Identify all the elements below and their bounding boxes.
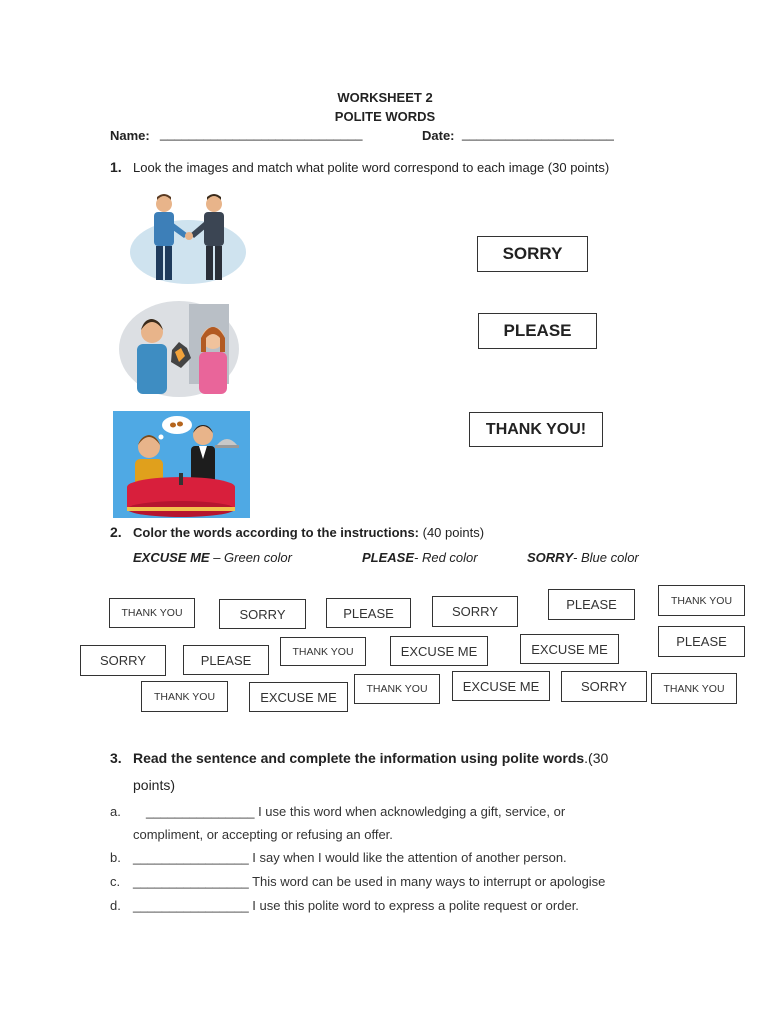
- q2-number: 2.: [110, 524, 122, 540]
- word-box[interactable]: PLEASE: [183, 645, 269, 675]
- q3-number: 3.: [110, 750, 122, 766]
- answer-blank[interactable]: ________________: [133, 898, 249, 913]
- word-box[interactable]: SORRY: [432, 596, 518, 627]
- q3-item-b: ________________ I say when I would like the attention of another person.: [133, 850, 567, 865]
- date-label: Date:: [422, 128, 455, 143]
- instruction-please: PLEASE- Red color: [362, 550, 478, 565]
- word-box[interactable]: PLEASE: [658, 626, 745, 657]
- word-box[interactable]: THANK YOU: [651, 673, 737, 704]
- answer-blank[interactable]: ________________: [133, 850, 249, 865]
- q2-text: Color the words according to the instructions:: [133, 525, 420, 540]
- q3-text: Read the sentence and complete the information using polite words: [133, 750, 585, 766]
- q3-letter: c.: [110, 874, 121, 889]
- word-box[interactable]: THANK YOU: [109, 598, 195, 628]
- instruction-excuse-me: EXCUSE ME – Green color: [133, 550, 292, 565]
- q3-item-d: ________________ I use this polite word to express a polite request or order.: [133, 898, 579, 913]
- q3-letter: a.: [110, 804, 121, 819]
- q3-item-a-cont: compliment, or accepting or refusing an offer.: [133, 827, 393, 842]
- q3-letter: d.: [110, 898, 121, 913]
- waiter-serving-illustration: [113, 411, 250, 518]
- q1-number: 1.: [110, 159, 122, 175]
- q3-item-c: ________________ This word can be used in many ways to interrupt or apologise: [133, 874, 606, 889]
- word-box[interactable]: PLEASE: [326, 598, 411, 628]
- name-label: Name:: [110, 128, 150, 143]
- word-box[interactable]: EXCUSE ME: [520, 634, 619, 664]
- word-box[interactable]: EXCUSE ME: [249, 682, 348, 712]
- word-box[interactable]: SORRY: [219, 599, 306, 629]
- word-box[interactable]: SORRY: [561, 671, 647, 702]
- handshake-illustration: [128, 192, 248, 287]
- word-box[interactable]: EXCUSE ME: [452, 671, 550, 701]
- word-box[interactable]: PLEASE: [548, 589, 635, 620]
- q1-option-thank-you: THANK YOU!: [469, 412, 603, 447]
- word-box[interactable]: EXCUSE ME: [390, 636, 488, 666]
- q1-option-please: PLEASE: [478, 313, 597, 349]
- q1-text: Look the images and match what polite word correspond to each image (30 points): [133, 160, 610, 175]
- q3-item-a: _______________ I use this word when acknowledging a gift, service, or: [146, 804, 566, 819]
- word-box[interactable]: THANK YOU: [280, 637, 366, 666]
- broken-vase-illustration: [117, 298, 242, 400]
- q3-letter: b.: [110, 850, 121, 865]
- q3-points-cont: points): [133, 777, 176, 793]
- q2-points: (40 points): [419, 525, 485, 540]
- worksheet-subtitle: POLITE WORDS: [334, 109, 436, 124]
- instruction-sorry: SORRY- Blue color: [527, 550, 639, 565]
- answer-blank[interactable]: _______________: [146, 804, 255, 819]
- date-blank: _____________________: [462, 126, 614, 141]
- q3-points: .(30: [584, 750, 609, 766]
- worksheet-title: WORKSHEET 2: [337, 90, 433, 105]
- word-box[interactable]: SORRY: [80, 645, 166, 676]
- answer-blank[interactable]: ________________: [133, 874, 249, 889]
- name-blank: ____________________________: [160, 126, 363, 141]
- word-box[interactable]: THANK YOU: [141, 681, 228, 712]
- word-box[interactable]: THANK YOU: [354, 674, 440, 704]
- q1-option-sorry: SORRY: [477, 236, 588, 272]
- word-box[interactable]: THANK YOU: [658, 585, 745, 616]
